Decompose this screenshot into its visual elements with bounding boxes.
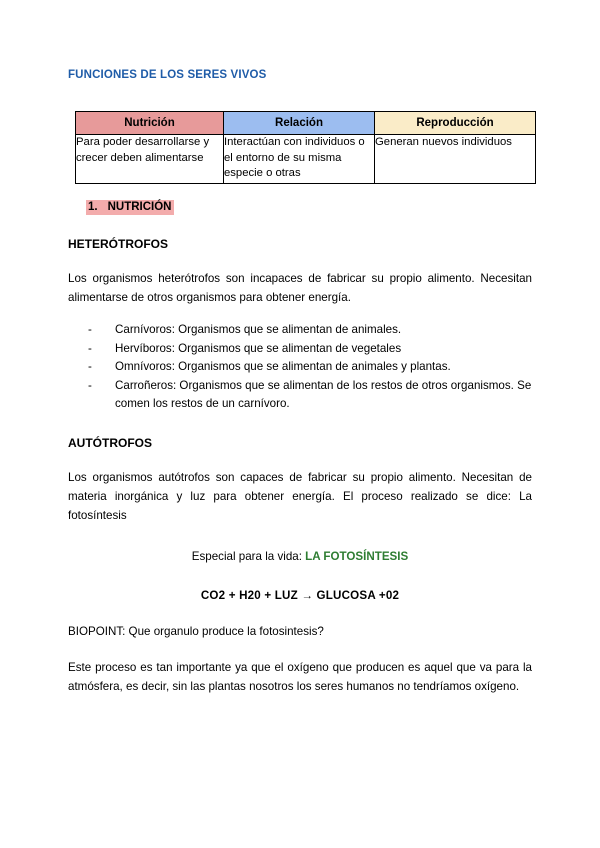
- section-number: 1.: [88, 201, 98, 213]
- paragraph-closing: Este proceso es tan importante ya que el oxígeno que producen es aquel que va para la atmósfera, es decir, sin las plantas nosotros los seres humanos no tendríamos oxígeno.: [68, 660, 532, 693]
- table-cell-reproduccion: Generan nuevos individuos: [375, 135, 536, 184]
- list-item: - Carroñeros: Organismos que se alimentan de los restos de otros organismos. Se comen los restos de un carnívoro.: [88, 377, 532, 414]
- functions-table-container: [75, 111, 532, 184]
- table-header-nutricion: Nutrición: [76, 112, 224, 135]
- heterotrofos-list: [68, 321, 532, 414]
- document-content: [68, 0, 532, 696]
- table-header-reproduccion: Reproducción: [375, 112, 536, 135]
- subheading-autotrofos: AUTÓTROFOS: [68, 435, 152, 450]
- fotosintesis-highlight-line: [68, 547, 532, 566]
- table-header-relacion: Relación: [224, 112, 375, 135]
- table-cell-relacion: Interactúan con individuos o el entorno de su misma especie o otras: [224, 135, 375, 184]
- fotosintesis-emphasis: LA FOTOSÍNTESIS: [305, 549, 409, 563]
- biopoint-question: BIOPOINT: Que organulo produce la fotosintesis?: [68, 624, 324, 638]
- table-row: [76, 135, 536, 184]
- subheading-heterotrofos: HETERÓTROFOS: [68, 237, 169, 251]
- section-label: NUTRICIÓN: [107, 201, 172, 213]
- section-heading-highlight: [86, 200, 174, 215]
- photosynthesis-equation: CO2 + H20 + LUZ → GLUCOSA +02: [200, 588, 400, 602]
- section-heading-nutricion: [86, 200, 532, 215]
- list-item: - Hervíboros: Organismos que se alimentan de vegetales: [88, 340, 532, 359]
- list-item: - Carnívoros: Organismos que se alimentan de animales.: [88, 321, 532, 340]
- page-title: FUNCIONES DE LOS SERES VIVOS: [68, 69, 267, 81]
- functions-table: [75, 111, 536, 184]
- fotosintesis-prefix: Especial para la vida:: [191, 549, 306, 563]
- paragraph-autotrofos: Los organismos autótrofos son capaces de fabricar su propio alimento. Necesitan de materia inorgánica y luz para obtener energía. El proceso realizado se dice: La fotosíntesis: [68, 470, 532, 522]
- table-cell-nutricion: Para poder desarrollarse y crecer deben alimentarse: [76, 135, 224, 184]
- paragraph-heterotrofos: Los organismos heterótrofos son incapaces de fabricar su propio alimento. Necesitan alimentarse de otros organismos para obtener energía.: [68, 272, 532, 304]
- list-item: - Omnívoros: Organismos que se alimentan de animales y plantas.: [88, 358, 532, 377]
- table-header-row: [76, 112, 536, 135]
